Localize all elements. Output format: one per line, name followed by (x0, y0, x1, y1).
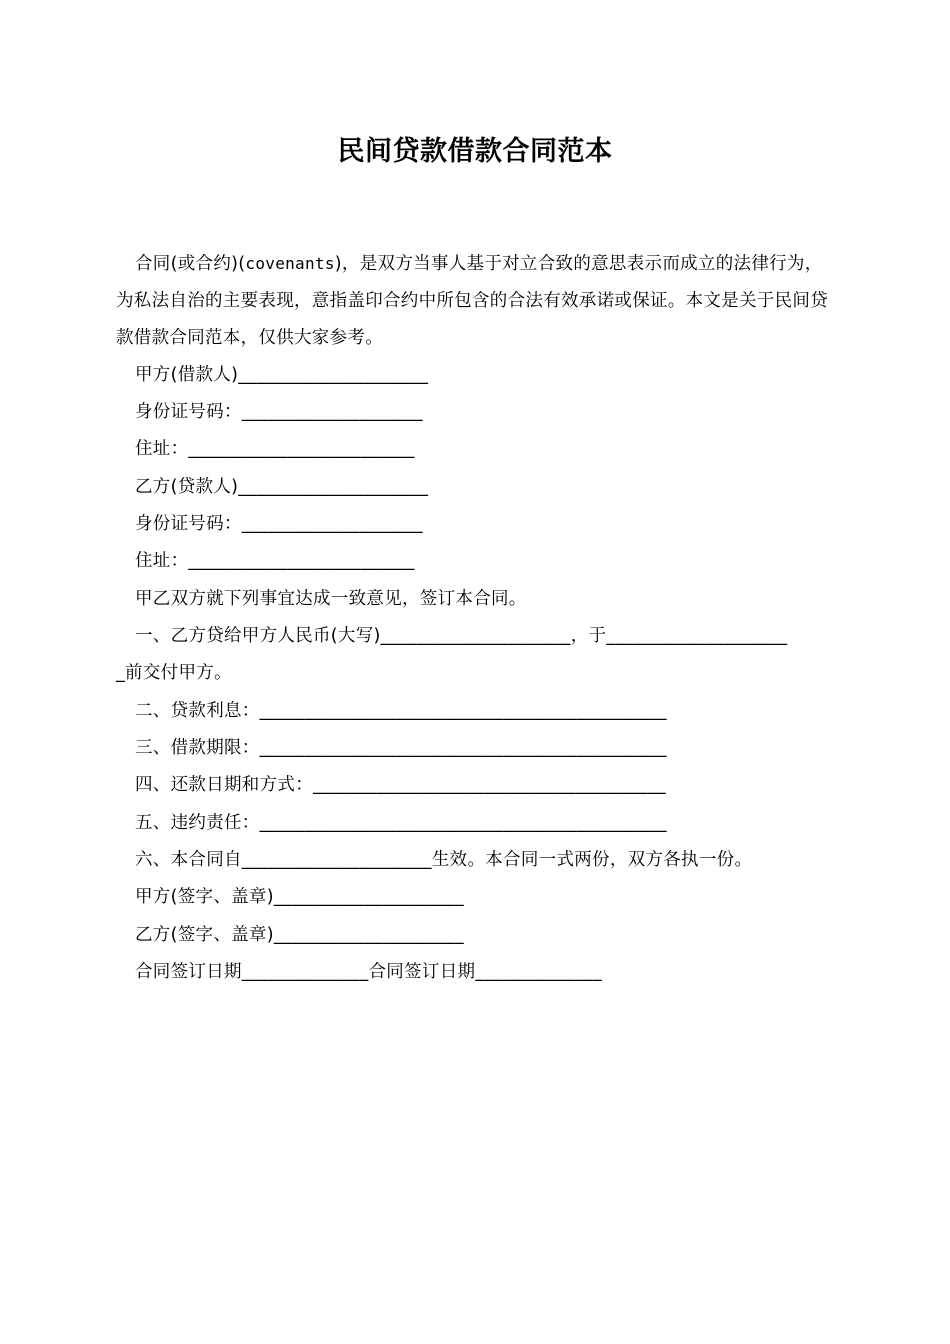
party-b-signature-line: 乙方(签字、盖章)_____________________ (135, 925, 464, 945)
clause-6-effective-line: 六、本合同自_____________________生效。本合同一式两份，双方各执一份。 (135, 850, 753, 870)
party-a-borrower-line: 甲方(借款人)_____________________ (135, 365, 429, 385)
party-b-address-line: 住址：_________________________ (135, 551, 415, 571)
clause-2-interest-line: 二、贷款利息：_____________________________________________ (135, 701, 667, 721)
clause-4-repayment-line: 四、还款日期和方式：_______________________________________ (135, 775, 666, 795)
party-b-id-number-line: 身份证号码：____________________ (135, 514, 423, 534)
party-a-id-number-line: 身份证号码：____________________ (135, 402, 423, 422)
party-b-lender-line: 乙方(贷款人)_____________________ (135, 477, 429, 497)
intro-latin-term: covenants (245, 254, 335, 273)
intro-paragraph: 合同(或合约)(covenants)，是双方当事人基于对立合致的意思表示而成立的法律行为，为私法自治的主要表现，意指盖印合约中所包含的合法有效承诺或保证。本文是关于民间贷款借款合同范本，仅供大家参考。 (116, 254, 828, 348)
signing-date-line: 合同签订日期______________合同签订日期______________ (135, 962, 602, 982)
document-title: 民间贷款借款合同范本 (337, 136, 613, 167)
clause-3-term-line: 三、借款期限：_____________________________________________ (135, 738, 667, 758)
party-a-signature-line: 甲方(签字、盖章)_____________________ (135, 887, 464, 907)
party-a-address-line: 住址：_________________________ (135, 439, 415, 459)
clause-1-line: 一、乙方贷给甲方人民币(大写)_____________________，于____________________ (135, 626, 788, 646)
clause-5-liability-line: 五、违约责任：_____________________________________________ (135, 813, 667, 833)
agreement-statement-line: 甲乙双方就下列事宜达成一致意见，签订本合同。 (135, 589, 527, 609)
clause-1-continuation-line: _前交付甲方。 (116, 663, 232, 683)
